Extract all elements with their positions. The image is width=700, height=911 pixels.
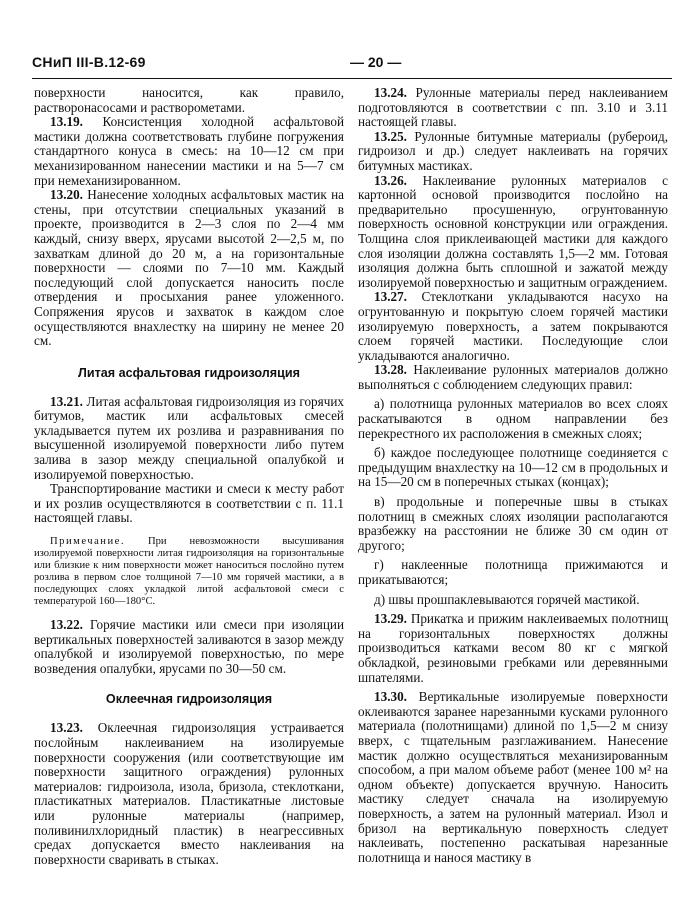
clause-number: 13.20. <box>50 187 83 203</box>
list-item-a: а) полотнища рулонных материалов во всех слоях раскатываются в одном направлении без перекрестного их расположения в смежных слоях; <box>358 396 668 441</box>
section-heading-membrane: Оклеечная гидроизоляция <box>105 692 273 707</box>
list-item-v: в) продольные и поперечные швы в стыках полотнищ в смежных слоях изоляции располагаются вразбежку на расстоянии не ближе 30 см один от другого; <box>358 494 668 553</box>
clause-number: 13.22. <box>50 617 83 633</box>
paragraph: поверхности наносится, как правило, растворонасосами и растворометами. <box>34 85 344 115</box>
paragraph-13-29: 13.29. Прикатка и прижим наклеиваемых полотнищ на горизонтальных поверхностях должны производиться катками весом 80 кг с мягкой обкладкой, резиновыми гребками или деревянными шпателями. <box>358 611 669 685</box>
page-header <box>32 54 672 74</box>
right-column <box>358 86 668 865</box>
paragraph-13-25: 13.25. Рулонные битумные материалы (рубероид, гидроизол и др.) следует наклеивать на горячих битумных мастиках. <box>358 128 669 173</box>
note-label: Примечание. <box>50 536 125 548</box>
left-column <box>34 86 344 867</box>
clause-number: 13.28. <box>374 362 407 378</box>
paragraph-13-28: 13.28. Наклеивание рулонных материалов должно выполняться с соблюдением следующих правил: <box>358 362 668 392</box>
clause-number: 13.19. <box>50 114 83 130</box>
paragraph-13-19: 13.19. Консистенция холодной асфальтовой мастики должна соответствовать глубине погружения стандартного конуса в смесь: на 10—12 см при механизированном нанесении мастики и на 5—7 см при немеханизированном. <box>34 114 344 188</box>
section-heading-cast-asphalt: Литая асфальтовая гидроизоляция <box>77 365 300 380</box>
paragraph-13-21: 13.21. Литая асфальтовая гидроизоляция из горячих битумов, мастик или асфальтовых смесей укладывается путем их розлива и разравнивания по высушенной изолируемой поверхности либо путем залива в зазор между специальной опалубкой и изолируемой поверхностью. <box>34 393 344 482</box>
paragraph: Транспортирование мастики и смеси к месту работ и их розлив осуществляются в соответствии с п. 11.1 настоящей главы. <box>34 481 344 526</box>
paragraph-13-26: 13.26. Наклеивание рулонных материалов с картонной основой производится послойно на предварительно просушенную, огрунтованную поверхность основной конструкции или ограждения. Толщина слоя приклеивающей мастики для каждого слоя изоляции должна составлять 1,5—2 мм. Готовая изоляция должна быть сплошной и зажатой между изолируемой поверхностью и защитным ограждением. <box>358 172 668 290</box>
paragraph-13-22: 13.22. Горячие мастики или смеси при изоляции вертикальных поверхностей заливаются в зазор между опалубкой и изолируемой поверхностью, по мере возведения опалубки, ярусами по 30—50 см. <box>34 617 345 676</box>
header-rule <box>32 78 672 79</box>
clause-number: 13.29. <box>374 611 407 627</box>
paragraph-13-24: 13.24. Рулонные материалы перед наклеиванием подготовляются в соответствии с пп. 3.10 и 3.11 настоящей главы. <box>358 85 668 130</box>
clause-number: 13.24. <box>374 85 407 100</box>
paragraph-13-30: 13.30. Вертикальные изолируемые поверхности оклеиваются заранее нарезанными кусками рулонного материала (полотнищами) длиной по 1,5—2 м снизу вверх, с тщательным разглаживанием. Нанесение мастик должно осуществляться механизированным способом, а при малом объеме работ (менее 100 м² на одном объекте) допускается вручную. Наносить мастику следует сначала на изолируемую поверхность, а затем на рулонный материал. Изол и бризол на вертикальную поверхность следует наклеивать, постепенно раскатывая нарезанные полотнища и нанося мастику в <box>358 689 668 865</box>
paragraph-13-27: 13.27. Стеклоткани укладываются насухо на огрунтованную и покрытую слоем горячей мастики изолируемую поверхность, а затем покрываются слоем горячей мастики. Последующие слои укладываются аналогично. <box>358 289 669 363</box>
clause-number: 13.27. <box>374 289 407 305</box>
clause-number: 13.21. <box>50 393 83 409</box>
clause-number: 13.25. <box>374 128 407 144</box>
clause-number: 13.23. <box>50 720 83 736</box>
clause-number: 13.26. <box>374 172 407 188</box>
list-item-b: б) каждое последующее полотнище соединяется с предыдущим внахлестку на 10—12 см в продольных и на 15—20 см в поперечных стыках (концах); <box>358 445 668 490</box>
list-item-d: д) швы прошпаклевываются горячей мастикой. <box>374 591 640 607</box>
paragraph-13-23: 13.23. Оклеечная гидроизоляция устраивается послойным наклеиванием на изолируемые поверхности сооружения (или соответствующие им поверхности защитного ограждения) рулонных материалов: гидроизола, изола, бризола, стеклоткани, пластикатных материалов. Пластикатные листовые или рулонные материалы (например, поливинилхлоридный пластик) в неагрессивных средах допускается вместо наклеивания на поверхности сваривать в стыках. <box>34 720 344 867</box>
page-number: — 20 — <box>350 54 402 70</box>
clause-number: 13.30. <box>374 689 407 705</box>
paragraph-13-20: 13.20. Нанесение холодных асфальтовых мастик на стены, при отсутствии специальных указаний в проекте, производится в 2—3 слоя по 2—4 мм каждый, снизу вверх, ярусами высотой 2—2,5 м, по захваткам длиной до 20 м, а на горизонтальные поверхности — слоями по 7—10 мм. Каждый последующий слой допускается наносить после отвердения и просыхания ранее уложенного. Сопряжения ярусов и захваток в каждом слое осуществляются внахлестку на ширину не менее 20 см. <box>34 187 344 349</box>
document-code: СНиП III-В.12-69 <box>32 54 146 70</box>
list-item-g: г) наклеенные полотнища прижимаются и прикатываются; <box>358 557 668 587</box>
note: Примечание. При невозможности высушивания изолируемой поверхности литая гидроизоляция на горизонтальные или близкие к ним поверхности может наноситься послойно путем розлива в первом слое толщиной 7—10 мм горячей мастики, а в последующих слоях укладкой литой асфальтовой смеси с температурой 160—180°С. <box>34 536 344 608</box>
